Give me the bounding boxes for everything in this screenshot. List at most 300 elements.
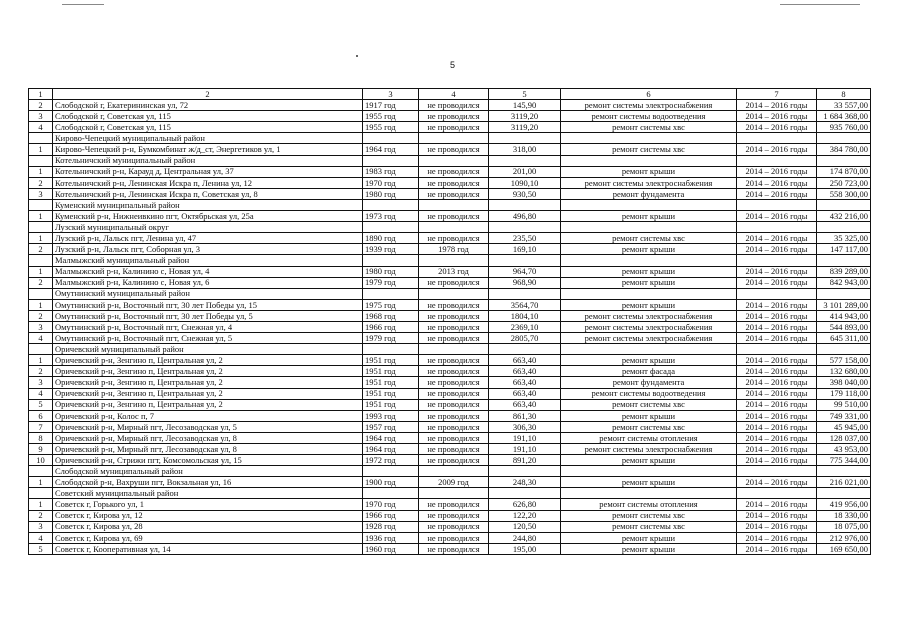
district-row [29,222,871,233]
empty-cell [419,466,489,477]
last-repair-cell: не проводился [419,532,489,543]
row-number [29,155,53,166]
empty-cell [363,466,419,477]
empty-cell [737,466,817,477]
district-name: Слободской муниципальный район [53,466,363,477]
build-year-cell: 1970 год [363,177,419,188]
cost-cell: 147 117,00 [817,244,871,255]
empty-cell [817,255,871,266]
district-row [29,199,871,210]
empty-cell [363,344,419,355]
work-type-cell: ремонт системы отопления [561,499,737,510]
table-row [29,211,871,222]
cost-cell: 558 300,00 [817,188,871,199]
work-type-cell: ремонт системы электроснабжения [561,310,737,321]
empty-cell [737,199,817,210]
last-repair-cell: не проводился [419,333,489,344]
cost-cell: 935 760,00 [817,122,871,133]
build-year-cell: 1957 год [363,421,419,432]
address-cell: Советск г, Кирова ул, 12 [53,510,363,521]
row-number [29,288,53,299]
row-number: 4 [29,122,53,133]
work-type-cell: ремонт крыши [561,355,737,366]
table-row [29,366,871,377]
build-year-cell: 1951 год [363,366,419,377]
address-cell: Оричевский р-н, Мирный пгт, Лесозаводская ул, 5 [53,421,363,432]
work-type-cell: ремонт крыши [561,266,737,277]
address-cell: Оричевский р-н, Зенгино п, Центральная ул, 2 [53,399,363,410]
empty-cell [363,155,419,166]
empty-cell [817,155,871,166]
cost-cell: 35 325,00 [817,233,871,244]
row-number: 8 [29,432,53,443]
table-row [29,333,871,344]
cost-cell: 250 723,00 [817,177,871,188]
row-number: 2 [29,277,53,288]
cost-cell: 398 040,00 [817,377,871,388]
period-cell: 2014 – 2016 годы [737,299,817,310]
column-header: 8 [817,89,871,100]
empty-cell [489,155,561,166]
table-row [29,532,871,543]
row-number: 1 [29,166,53,177]
build-year-cell: 1979 год [363,277,419,288]
empty-cell [817,288,871,299]
row-number: 1 [29,355,53,366]
build-year-cell: 1951 год [363,399,419,410]
area-cell: 496,80 [489,211,561,222]
address-cell: Котельничский р-н, Карауд д, Центральная ул, 37 [53,166,363,177]
period-cell: 2014 – 2016 годы [737,122,817,133]
district-name: Котельничский муниципальный район [53,155,363,166]
work-type-cell: ремонт системы хвс [561,521,737,532]
row-number: 1 [29,499,53,510]
build-year-cell: 1928 год [363,521,419,532]
build-year-cell: 1979 год [363,333,419,344]
area-cell: 3564,70 [489,299,561,310]
build-year-cell: 1975 год [363,299,419,310]
address-cell: Оричевский р-н, Зенгино п, Центральная ул, 2 [53,366,363,377]
area-cell: 191,10 [489,432,561,443]
cost-cell: 128 037,00 [817,432,871,443]
build-year-cell: 1936 год [363,532,419,543]
address-cell: Советск г, Кирова ул, 28 [53,521,363,532]
area-cell: 145,90 [489,100,561,111]
row-number: 2 [29,244,53,255]
row-number: 4 [29,388,53,399]
last-repair-cell: не проводился [419,166,489,177]
last-repair-cell: не проводился [419,122,489,133]
row-number: 6 [29,410,53,421]
row-number: 2 [29,177,53,188]
table-row [29,321,871,332]
last-repair-cell: не проводился [419,399,489,410]
area-cell: 3119,20 [489,122,561,133]
work-type-cell: ремонт крыши [561,211,737,222]
work-type-cell: ремонт системы электроснабжения [561,333,737,344]
work-type-cell: ремонт системы отопления [561,432,737,443]
period-cell: 2014 – 2016 годы [737,166,817,177]
table-row [29,410,871,421]
row-number: 3 [29,321,53,332]
district-name: Лузский муниципальный округ [53,222,363,233]
build-year-cell: 1966 год [363,321,419,332]
period-cell: 2014 – 2016 годы [737,100,817,111]
empty-cell [419,199,489,210]
work-type-cell: ремонт системы водоотведения [561,111,737,122]
build-year-cell: 1951 год [363,355,419,366]
empty-cell [737,488,817,499]
empty-cell [817,133,871,144]
empty-cell [363,288,419,299]
period-cell: 2014 – 2016 годы [737,188,817,199]
last-repair-cell: не проводился [419,233,489,244]
empty-cell [419,488,489,499]
table-row [29,233,871,244]
scan-artifact-dot [356,55,358,57]
period-cell: 2014 – 2016 годы [737,177,817,188]
empty-cell [363,255,419,266]
column-header: 3 [363,89,419,100]
row-number [29,222,53,233]
empty-cell [489,288,561,299]
area-cell: 2369,10 [489,321,561,332]
period-cell: 2014 – 2016 годы [737,366,817,377]
empty-cell [489,255,561,266]
address-cell: Омутнинский р-н, Восточный пгт, 30 лет Победы ул, 5 [53,310,363,321]
area-cell: 663,40 [489,388,561,399]
address-cell: Котельничский р-н, Ленинская Искра п, Советская ул, 8 [53,188,363,199]
row-number: 4 [29,333,53,344]
cost-cell: 414 943,00 [817,310,871,321]
address-cell: Слободской г, Екатерининская ул, 72 [53,100,363,111]
table-row [29,432,871,443]
table-row [29,299,871,310]
row-number: 1 [29,477,53,488]
address-cell: Оричевский р-н, Мирный пгт, Лесозаводская ул, 8 [53,432,363,443]
area-cell: 663,40 [489,355,561,366]
area-cell: 2805,70 [489,333,561,344]
cost-cell: 544 893,00 [817,321,871,332]
row-number [29,199,53,210]
cost-cell: 45 945,00 [817,421,871,432]
area-cell: 191,10 [489,444,561,455]
last-repair-cell: не проводился [419,366,489,377]
build-year-cell: 1890 год [363,233,419,244]
address-cell: Оричевский р-н, Зенгино п, Центральная ул, 2 [53,377,363,388]
repair-register-table [28,88,871,555]
column-header: 2 [53,89,363,100]
period-cell: 2014 – 2016 годы [737,477,817,488]
empty-cell [489,199,561,210]
table-row [29,144,871,155]
row-number: 2 [29,366,53,377]
last-repair-cell: не проводился [419,310,489,321]
address-cell: Слободской р-н, Вахруши пгт, Вокзальная ул, 16 [53,477,363,488]
row-number: 3 [29,111,53,122]
cost-cell: 645 311,00 [817,333,871,344]
last-repair-cell: не проводился [419,144,489,155]
work-type-cell: ремонт фундамента [561,188,737,199]
cost-cell: 842 943,00 [817,277,871,288]
address-cell: Малмыжский р-н, Калинино с, Новая ул, 4 [53,266,363,277]
table-row [29,388,871,399]
district-row [29,488,871,499]
period-cell: 2014 – 2016 годы [737,144,817,155]
area-cell: 663,40 [489,377,561,388]
row-number [29,488,53,499]
empty-cell [561,255,737,266]
row-number: 2 [29,510,53,521]
cost-cell: 749 331,00 [817,410,871,421]
build-year-cell: 1980 год [363,266,419,277]
empty-cell [363,488,419,499]
area-cell: 235,50 [489,233,561,244]
cost-cell: 3 101 289,00 [817,299,871,310]
period-cell: 2014 – 2016 годы [737,455,817,466]
area-cell: 318,00 [489,144,561,155]
table-row [29,477,871,488]
cost-cell: 839 289,00 [817,266,871,277]
area-cell: 122,20 [489,510,561,521]
work-type-cell: ремонт системы хвс [561,421,737,432]
build-year-cell: 1955 год [363,122,419,133]
row-number: 2 [29,100,53,111]
empty-cell [419,344,489,355]
empty-cell [561,222,737,233]
area-cell: 120,50 [489,521,561,532]
period-cell: 2014 – 2016 годы [737,266,817,277]
cost-cell: 43 953,00 [817,444,871,455]
column-header: 4 [419,89,489,100]
period-cell: 2014 – 2016 годы [737,233,817,244]
table-row [29,510,871,521]
cost-cell: 577 158,00 [817,355,871,366]
build-year-cell: 1955 год [363,111,419,122]
period-cell: 2014 – 2016 годы [737,432,817,443]
address-cell: Оричевский р-н, Мирный пгт, Лесозаводская ул, 8 [53,444,363,455]
last-repair-cell: не проводился [419,521,489,532]
address-cell: Куменский р-н, Нижнеивкино пгт, Октябрьская ул, 25а [53,211,363,222]
empty-cell [489,133,561,144]
cost-cell: 18 330,00 [817,510,871,521]
work-type-cell: ремонт системы хвс [561,233,737,244]
last-repair-cell: 1978 год [419,244,489,255]
work-type-cell: ремонт системы хвс [561,399,737,410]
work-type-cell: ремонт системы электроснабжения [561,444,737,455]
period-cell: 2014 – 2016 годы [737,421,817,432]
address-cell: Советск г, Горького ул, 1 [53,499,363,510]
last-repair-cell: не проводился [419,421,489,432]
cost-cell: 169 650,00 [817,543,871,554]
cost-cell: 33 557,00 [817,100,871,111]
work-type-cell: ремонт крыши [561,277,737,288]
last-repair-cell: не проводился [419,455,489,466]
cost-cell: 132 680,00 [817,366,871,377]
table-row [29,421,871,432]
table-row [29,166,871,177]
area-cell: 663,40 [489,366,561,377]
address-cell: Омутнинский р-н, Восточный пгт, Снежная ул, 5 [53,333,363,344]
empty-cell [817,488,871,499]
last-repair-cell: не проводился [419,499,489,510]
area-cell: 248,30 [489,477,561,488]
work-type-cell: ремонт системы электроснабжения [561,177,737,188]
period-cell: 2014 – 2016 годы [737,211,817,222]
area-cell: 663,40 [489,399,561,410]
empty-cell [561,488,737,499]
empty-cell [363,199,419,210]
column-header: 6 [561,89,737,100]
district-name: Советский муниципальный район [53,488,363,499]
empty-cell [561,466,737,477]
cost-cell: 419 956,00 [817,499,871,510]
empty-cell [737,255,817,266]
empty-cell [561,199,737,210]
empty-cell [489,344,561,355]
work-type-cell: ремонт крыши [561,299,737,310]
row-number [29,255,53,266]
last-repair-cell: не проводился [419,355,489,366]
row-number: 5 [29,543,53,554]
work-type-cell: ремонт крыши [561,477,737,488]
table-row [29,310,871,321]
last-repair-cell: не проводился [419,377,489,388]
empty-cell [737,344,817,355]
area-cell: 626,80 [489,499,561,510]
work-type-cell: ремонт фундамента [561,377,737,388]
period-cell: 2014 – 2016 годы [737,543,817,554]
row-number [29,133,53,144]
district-row [29,344,871,355]
last-repair-cell: не проводился [419,100,489,111]
empty-cell [489,488,561,499]
row-number: 9 [29,444,53,455]
area-cell: 3119,20 [489,111,561,122]
address-cell: Советск г, Кооперативная ул, 14 [53,543,363,554]
period-cell: 2014 – 2016 годы [737,532,817,543]
table-row [29,444,871,455]
period-cell: 2014 – 2016 годы [737,521,817,532]
address-cell: Лузский р-н, Лальск пгт, Ленина ул, 47 [53,233,363,244]
address-cell: Оричевский р-н, Зенгино п, Центральная ул, 2 [53,355,363,366]
table-row [29,455,871,466]
empty-cell [489,466,561,477]
work-type-cell: ремонт крыши [561,455,737,466]
last-repair-cell: не проводился [419,188,489,199]
build-year-cell: 1951 год [363,388,419,399]
table-row [29,277,871,288]
work-type-cell: ремонт системы хвс [561,144,737,155]
area-cell: 1090,10 [489,177,561,188]
period-cell: 2014 – 2016 годы [737,410,817,421]
empty-cell [817,344,871,355]
build-year-cell: 1964 год [363,444,419,455]
empty-cell [561,155,737,166]
area-cell: 964,70 [489,266,561,277]
cost-cell: 775 344,00 [817,455,871,466]
build-year-cell: 1966 год [363,510,419,521]
table-row [29,355,871,366]
table-row [29,188,871,199]
row-number: 1 [29,266,53,277]
address-cell: Оричевский р-н, Зенгино п, Центральная ул, 2 [53,388,363,399]
cost-cell: 1 684 368,00 [817,111,871,122]
row-number: 3 [29,521,53,532]
address-cell: Омутнинский р-н, Восточный пгт, 30 лет Победы ул, 15 [53,299,363,310]
period-cell: 2014 – 2016 годы [737,277,817,288]
period-cell: 2014 – 2016 годы [737,377,817,388]
work-type-cell: ремонт системы водоотведения [561,388,737,399]
column-header: 1 [29,89,53,100]
table-row [29,266,871,277]
area-cell: 169,10 [489,244,561,255]
cost-cell: 174 870,00 [817,166,871,177]
build-year-cell: 1960 год [363,543,419,554]
area-cell: 891,20 [489,455,561,466]
table-row [29,377,871,388]
work-type-cell: ремонт крыши [561,532,737,543]
table-row [29,521,871,532]
build-year-cell: 1983 год [363,166,419,177]
build-year-cell: 1973 год [363,211,419,222]
cost-cell: 18 075,00 [817,521,871,532]
row-number: 3 [29,377,53,388]
period-cell: 2014 – 2016 годы [737,310,817,321]
empty-cell [363,133,419,144]
work-type-cell: ремонт системы хвс [561,510,737,521]
cost-cell: 179 118,00 [817,388,871,399]
area-cell: 306,30 [489,421,561,432]
empty-cell [817,466,871,477]
row-number: 4 [29,532,53,543]
empty-cell [561,288,737,299]
empty-cell [561,344,737,355]
build-year-cell: 1964 год [363,432,419,443]
empty-cell [419,155,489,166]
district-row [29,155,871,166]
column-number-row [29,89,871,100]
last-repair-cell: не проводился [419,321,489,332]
build-year-cell: 1972 год [363,455,419,466]
table-row [29,244,871,255]
build-year-cell: 1917 год [363,100,419,111]
table-row [29,543,871,554]
district-name: Малмыжский муниципальный район [53,255,363,266]
row-number: 1 [29,144,53,155]
column-header: 5 [489,89,561,100]
period-cell: 2014 – 2016 годы [737,444,817,455]
period-cell: 2014 – 2016 годы [737,111,817,122]
period-cell: 2014 – 2016 годы [737,333,817,344]
area-cell: 930,50 [489,188,561,199]
period-cell: 2014 – 2016 годы [737,399,817,410]
empty-cell [737,133,817,144]
district-row [29,255,871,266]
area-cell: 244,80 [489,532,561,543]
cost-cell: 99 510,00 [817,399,871,410]
work-type-cell: ремонт системы электроснабжения [561,100,737,111]
period-cell: 2014 – 2016 годы [737,244,817,255]
table-row [29,111,871,122]
work-type-cell: ремонт системы электроснабжения [561,321,737,332]
build-year-cell: 1970 год [363,499,419,510]
table-row [29,177,871,188]
period-cell: 2014 – 2016 годы [737,388,817,399]
work-type-cell: ремонт крыши [561,543,737,554]
last-repair-cell: не проводился [419,388,489,399]
empty-cell [737,222,817,233]
